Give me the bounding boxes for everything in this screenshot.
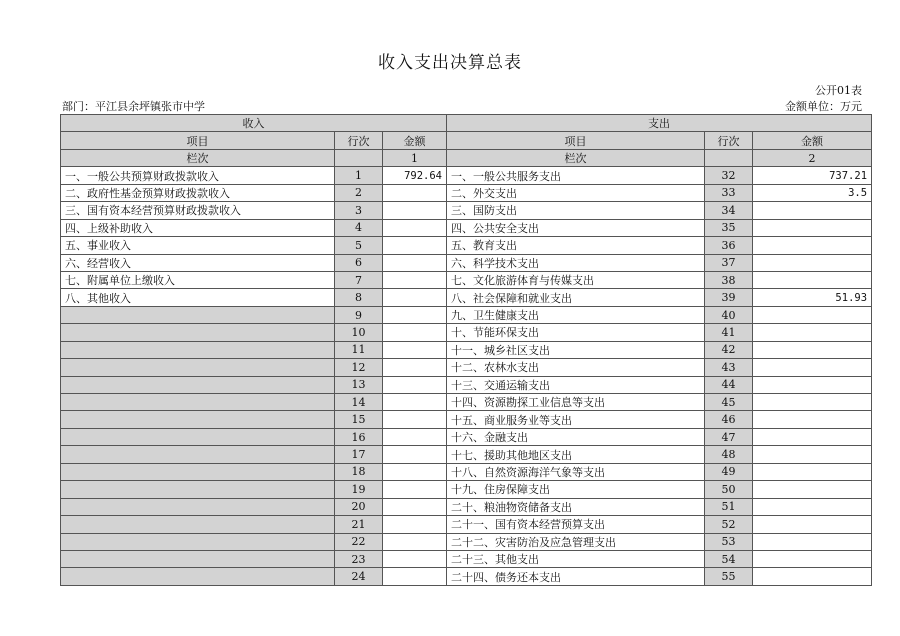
income-line-cell: 7 xyxy=(335,271,383,288)
income-amount-cell xyxy=(383,184,447,201)
expense-line-header: 行次 xyxy=(705,132,753,149)
expense-line-cell: 44 xyxy=(705,376,753,393)
income-item-cell xyxy=(61,498,335,515)
expense-line-cell: 37 xyxy=(705,254,753,271)
income-line-cell: 5 xyxy=(335,237,383,254)
expense-item-cell: 四、公共安全支出 xyxy=(447,219,705,236)
expense-item-cell: 五、教育支出 xyxy=(447,237,705,254)
income-amount-cell xyxy=(383,254,447,271)
expense-line-cell: 49 xyxy=(705,463,753,480)
income-amount-cell xyxy=(383,202,447,219)
income-line-cell: 18 xyxy=(335,463,383,480)
expense-amount-cell xyxy=(753,533,872,550)
expense-amount-cell xyxy=(753,481,872,498)
expense-line-cell: 48 xyxy=(705,446,753,463)
table-row xyxy=(61,324,872,341)
table-row xyxy=(61,167,872,184)
table-row xyxy=(61,306,872,323)
section-header-row xyxy=(61,115,872,132)
income-expense-table xyxy=(60,114,872,586)
expense-section-header: 支出 xyxy=(447,115,872,132)
expense-item-cell: 九、卫生健康支出 xyxy=(447,306,705,323)
expense-item-cell: 三、国防支出 xyxy=(447,202,705,219)
income-line-cell: 11 xyxy=(335,341,383,358)
form-number: 公开01表 xyxy=(815,84,862,97)
income-line-cell: 4 xyxy=(335,219,383,236)
expense-amount-cell xyxy=(753,550,872,567)
expense-col-number: 2 xyxy=(753,149,872,166)
table-row xyxy=(61,463,872,480)
income-line-header: 行次 xyxy=(335,132,383,149)
income-item-cell xyxy=(61,306,335,323)
income-line-cell: 15 xyxy=(335,411,383,428)
expense-item-cell: 二十、粮油物资储备支出 xyxy=(447,498,705,515)
amount-unit-label: 金额单位：万元 xyxy=(785,100,862,113)
expense-amount-cell xyxy=(753,394,872,411)
income-line-cell: 8 xyxy=(335,289,383,306)
income-amount-cell xyxy=(383,498,447,515)
expense-line-cell: 54 xyxy=(705,550,753,567)
expense-item-cell: 十六、金融支出 xyxy=(447,428,705,445)
income-item-cell: 八、其他收入 xyxy=(61,289,335,306)
expense-line-cell: 47 xyxy=(705,428,753,445)
expense-item-cell: 二十二、灾害防治及应急管理支出 xyxy=(447,533,705,550)
expense-line-cell: 32 xyxy=(705,167,753,184)
expense-line-cell: 43 xyxy=(705,359,753,376)
expense-amount-cell: 737.21 xyxy=(753,167,872,184)
expense-amount-cell xyxy=(753,254,872,271)
income-item-header: 项目 xyxy=(61,132,335,149)
expense-amount-cell xyxy=(753,498,872,515)
expense-amount-cell: 51.93 xyxy=(753,289,872,306)
expense-line-cell: 55 xyxy=(705,568,753,585)
expense-amount-cell xyxy=(753,568,872,585)
income-item-cell xyxy=(61,341,335,358)
income-line-cell: 9 xyxy=(335,306,383,323)
expense-item-cell: 二十四、债务还本支出 xyxy=(447,568,705,585)
table-row xyxy=(61,550,872,567)
income-line-cell: 19 xyxy=(335,481,383,498)
income-amount-cell xyxy=(383,428,447,445)
income-amount-cell xyxy=(383,550,447,567)
expense-line-cell: 39 xyxy=(705,289,753,306)
table-row xyxy=(61,498,872,515)
table-row xyxy=(61,359,872,376)
expense-item-cell: 二十三、其他支出 xyxy=(447,550,705,567)
expense-line-cell: 36 xyxy=(705,237,753,254)
income-line-cell: 13 xyxy=(335,376,383,393)
expense-line-cell: 33 xyxy=(705,184,753,201)
income-col-blank xyxy=(335,149,383,166)
income-line-cell: 17 xyxy=(335,446,383,463)
income-item-cell: 一、一般公共预算财政拨款收入 xyxy=(61,167,335,184)
expense-item-header: 项目 xyxy=(447,132,705,149)
income-amount-cell: 792.64 xyxy=(383,167,447,184)
income-item-cell xyxy=(61,516,335,533)
column-header-row xyxy=(61,132,872,149)
expense-line-cell: 50 xyxy=(705,481,753,498)
expense-amount-cell xyxy=(753,428,872,445)
expense-item-cell: 十三、交通运输支出 xyxy=(447,376,705,393)
income-item-cell: 四、上级补助收入 xyxy=(61,219,335,236)
income-amount-cell xyxy=(383,533,447,550)
income-line-cell: 2 xyxy=(335,184,383,201)
income-line-cell: 20 xyxy=(335,498,383,515)
expense-amount-cell xyxy=(753,376,872,393)
income-line-cell: 22 xyxy=(335,533,383,550)
income-section-header: 收入 xyxy=(61,115,447,132)
income-item-cell xyxy=(61,411,335,428)
expense-item-cell: 一、一般公共服务支出 xyxy=(447,167,705,184)
table-row xyxy=(61,516,872,533)
income-line-cell: 23 xyxy=(335,550,383,567)
income-item-cell xyxy=(61,394,335,411)
table-row xyxy=(61,271,872,288)
table-row xyxy=(61,376,872,393)
expense-item-cell: 十、节能环保支出 xyxy=(447,324,705,341)
income-line-cell: 1 xyxy=(335,167,383,184)
table-row xyxy=(61,394,872,411)
expense-line-cell: 52 xyxy=(705,516,753,533)
expense-amount-cell xyxy=(753,463,872,480)
income-line-cell: 14 xyxy=(335,394,383,411)
expense-amount-cell xyxy=(753,219,872,236)
income-item-cell xyxy=(61,481,335,498)
income-line-cell: 24 xyxy=(335,568,383,585)
income-item-cell xyxy=(61,359,335,376)
expense-line-cell: 46 xyxy=(705,411,753,428)
expense-amount-cell xyxy=(753,446,872,463)
table-row xyxy=(61,341,872,358)
expense-amount-cell xyxy=(753,271,872,288)
income-amount-cell xyxy=(383,481,447,498)
department-label: 部门：平江县余坪镇张市中学 xyxy=(62,100,205,113)
income-line-cell: 3 xyxy=(335,202,383,219)
income-line-cell: 16 xyxy=(335,428,383,445)
income-item-cell xyxy=(61,533,335,550)
expense-amount-cell xyxy=(753,306,872,323)
income-amount-cell xyxy=(383,516,447,533)
expense-item-cell: 十七、援助其他地区支出 xyxy=(447,446,705,463)
income-amount-cell xyxy=(383,463,447,480)
expense-item-cell: 十四、资源勘探工业信息等支出 xyxy=(447,394,705,411)
income-col-number: 1 xyxy=(383,149,447,166)
income-item-cell: 六、经营收入 xyxy=(61,254,335,271)
income-amount-cell xyxy=(383,394,447,411)
expense-amount-cell xyxy=(753,359,872,376)
income-amount-cell xyxy=(383,289,447,306)
expense-item-cell: 六、科学技术支出 xyxy=(447,254,705,271)
expense-amount-cell xyxy=(753,516,872,533)
expense-item-cell: 八、社会保障和就业支出 xyxy=(447,289,705,306)
page-title: 收入支出决算总表 xyxy=(378,53,522,73)
expense-line-cell: 51 xyxy=(705,498,753,515)
income-amount-cell xyxy=(383,446,447,463)
table-row xyxy=(61,428,872,445)
expense-line-cell: 40 xyxy=(705,306,753,323)
expense-amount-cell xyxy=(753,341,872,358)
income-amount-cell xyxy=(383,219,447,236)
expense-amount-cell xyxy=(753,324,872,341)
table-row xyxy=(61,481,872,498)
expense-line-cell: 38 xyxy=(705,271,753,288)
income-line-cell: 21 xyxy=(335,516,383,533)
income-item-cell xyxy=(61,324,335,341)
income-amount-cell xyxy=(383,359,447,376)
income-amount-cell xyxy=(383,376,447,393)
income-item-cell xyxy=(61,568,335,585)
table-row xyxy=(61,219,872,236)
expense-col-blank xyxy=(705,149,753,166)
expense-line-cell: 53 xyxy=(705,533,753,550)
expense-amount-cell xyxy=(753,411,872,428)
income-item-cell: 三、国有资本经营预算财政拨款收入 xyxy=(61,202,335,219)
expense-item-cell: 二、外交支出 xyxy=(447,184,705,201)
income-item-cell xyxy=(61,463,335,480)
expense-line-cell: 35 xyxy=(705,219,753,236)
expense-col-label: 栏次 xyxy=(447,149,705,166)
income-item-cell: 二、政府性基金预算财政拨款收入 xyxy=(61,184,335,201)
income-line-cell: 6 xyxy=(335,254,383,271)
expense-item-cell: 七、文化旅游体育与传媒支出 xyxy=(447,271,705,288)
income-item-cell: 五、事业收入 xyxy=(61,237,335,254)
income-line-cell: 12 xyxy=(335,359,383,376)
expense-line-cell: 34 xyxy=(705,202,753,219)
expense-item-cell: 十八、自然资源海洋气象等支出 xyxy=(447,463,705,480)
expense-amount-cell: 3.5 xyxy=(753,184,872,201)
table-row xyxy=(61,568,872,585)
income-amount-cell xyxy=(383,411,447,428)
expense-line-cell: 42 xyxy=(705,341,753,358)
expense-amount-cell xyxy=(753,237,872,254)
expense-amount-cell xyxy=(753,202,872,219)
income-amount-cell xyxy=(383,341,447,358)
expense-line-cell: 45 xyxy=(705,394,753,411)
table-row xyxy=(61,446,872,463)
table-row xyxy=(61,411,872,428)
income-item-cell: 七、附属单位上缴收入 xyxy=(61,271,335,288)
income-amount-cell xyxy=(383,271,447,288)
expense-item-cell: 十一、城乡社区支出 xyxy=(447,341,705,358)
income-amount-header: 金额 xyxy=(383,132,447,149)
income-item-cell xyxy=(61,428,335,445)
expense-item-cell: 十五、商业服务业等支出 xyxy=(447,411,705,428)
income-amount-cell xyxy=(383,568,447,585)
column-index-row xyxy=(61,149,872,166)
table-row xyxy=(61,237,872,254)
expense-amount-header: 金额 xyxy=(753,132,872,149)
table-row xyxy=(61,184,872,201)
expense-item-cell: 十九、住房保障支出 xyxy=(447,481,705,498)
expense-line-cell: 41 xyxy=(705,324,753,341)
income-item-cell xyxy=(61,550,335,567)
table-row xyxy=(61,202,872,219)
income-amount-cell xyxy=(383,237,447,254)
income-col-label: 栏次 xyxy=(61,149,335,166)
income-line-cell: 10 xyxy=(335,324,383,341)
table-row xyxy=(61,533,872,550)
expense-item-cell: 二十一、国有资本经营预算支出 xyxy=(447,516,705,533)
income-amount-cell xyxy=(383,306,447,323)
income-item-cell xyxy=(61,376,335,393)
table-row xyxy=(61,254,872,271)
table-row xyxy=(61,289,872,306)
income-amount-cell xyxy=(383,324,447,341)
expense-item-cell: 十二、农林水支出 xyxy=(447,359,705,376)
income-item-cell xyxy=(61,446,335,463)
